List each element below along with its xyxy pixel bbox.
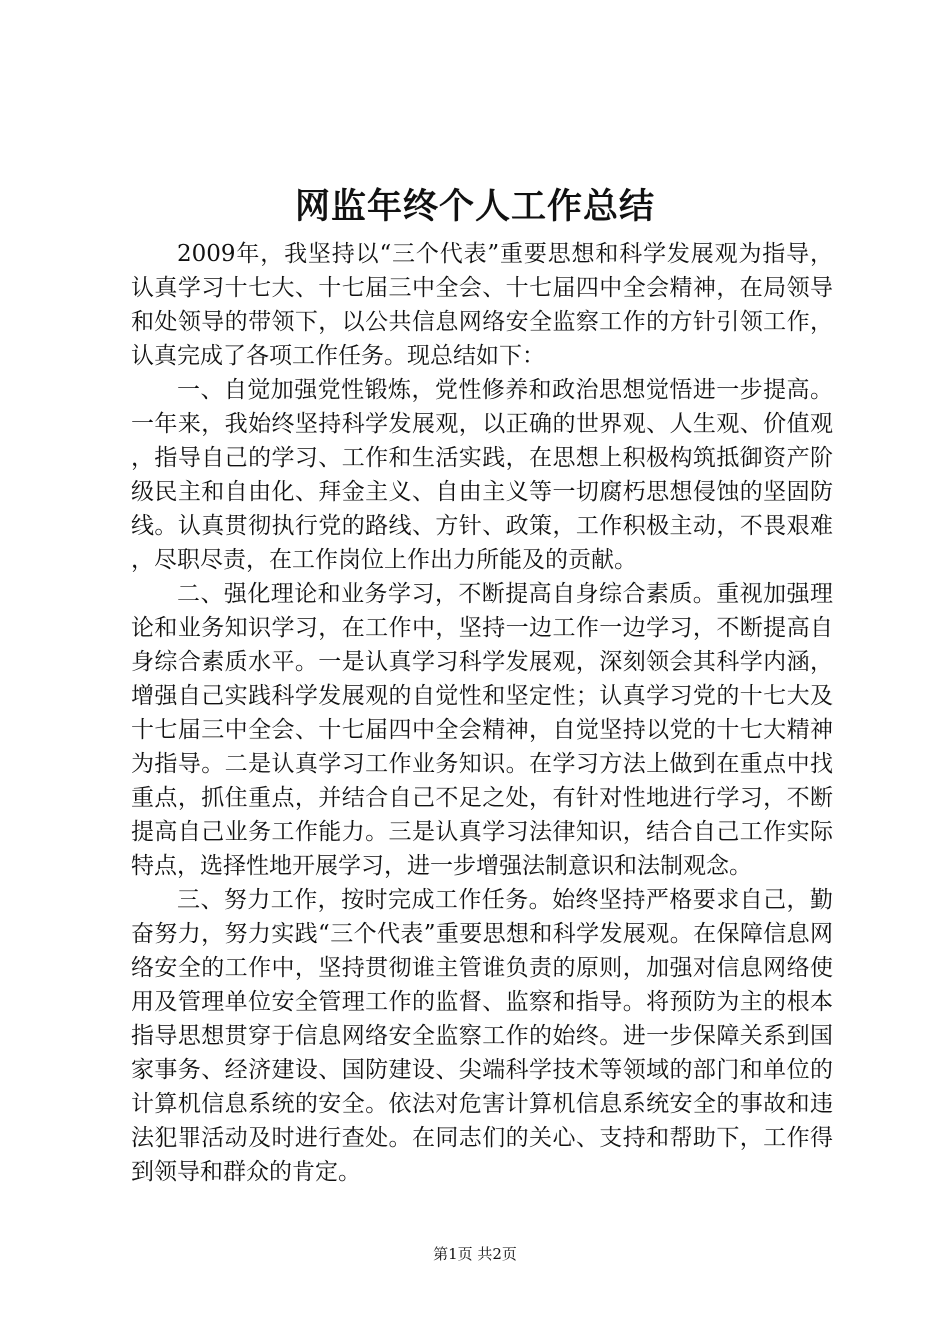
paragraph-intro: 2009年，我坚持以“三个代表”重要思想和科学发展观为指导，认真学习十七大、十七届三中全会、十七届四中全会精神，在局领导和处领导的带领下，以公共信息网络安全监察工作的方针引领工作，认真完成了各项工作任务。现总结如下： xyxy=(131,241,833,369)
paragraph-section-3: 三、努力工作，按时完成工作任务。始终坚持严格要求自己，勤奋努力，努力实践“三个代表”重要思想和科学发展观。在保障信息网络安全的工作中，坚持贯彻谁主管谁负责的原则，加强对信息网络使用及管理单位安全管理工作的监督、监察和指导。将预防为主的根本指导思想贯穿于信息网络安全监察工作的始终。进一步保障关系到国家事务、经济建设、国防建设、尖端科学技术等领域的部门和单位的计算机信息系统的安全。依法对危害计算机信息系统安全的事故和违法犯罪活动及时进行查处。在同志们的关心、支持和帮助下，工作得到领导和群众的肯定。 xyxy=(131,887,833,1185)
paragraph-section-1: 一、自觉加强党性锻炼，党性修养和政治思想觉悟进一步提高。一年来，我始终坚持科学发展观，以正确的世界观、人生观、价值观，指导自己的学习、工作和生活实践，在思想上积极构筑抵御资产阶级民主和自由化、拜金主义、自由主义等一切腐朽思想侵蚀的坚固防线。认真贯彻执行党的路线、方针、政策，工作积极主动，不畏艰难，尽职尽责，在工作岗位上作出力所能及的贡献。 xyxy=(131,377,833,573)
page-number-footer: 第1页 共2页 xyxy=(433,1245,517,1263)
document-body xyxy=(131,237,833,1189)
document-title: 网监年终个人工作总结 xyxy=(294,186,655,227)
paragraph-section-2: 二、强化理论和业务学习，不断提高自身综合素质。重视加强理论和业务知识学习，在工作中，坚持一边工作一边学习，不断提高自身综合素质水平。一是认真学习科学发展观，深刻领会其科学内涵，增强自己实践科学发展观的自觉性和坚定性；认真学习党的十七大及十七届三中全会、十七届四中全会精神，自觉坚持以党的十七大精神为指导。二是认真学习工作业务知识。在学习方法上做到在重点中找重点，抓住重点，并结合自己不足之处，有针对性地进行学习，不断提高自己业务工作能力。三是认真学习法律知识，结合自己工作实际特点，选择性地开展学习，进一步增强法制意识和法制观念。 xyxy=(131,581,833,879)
